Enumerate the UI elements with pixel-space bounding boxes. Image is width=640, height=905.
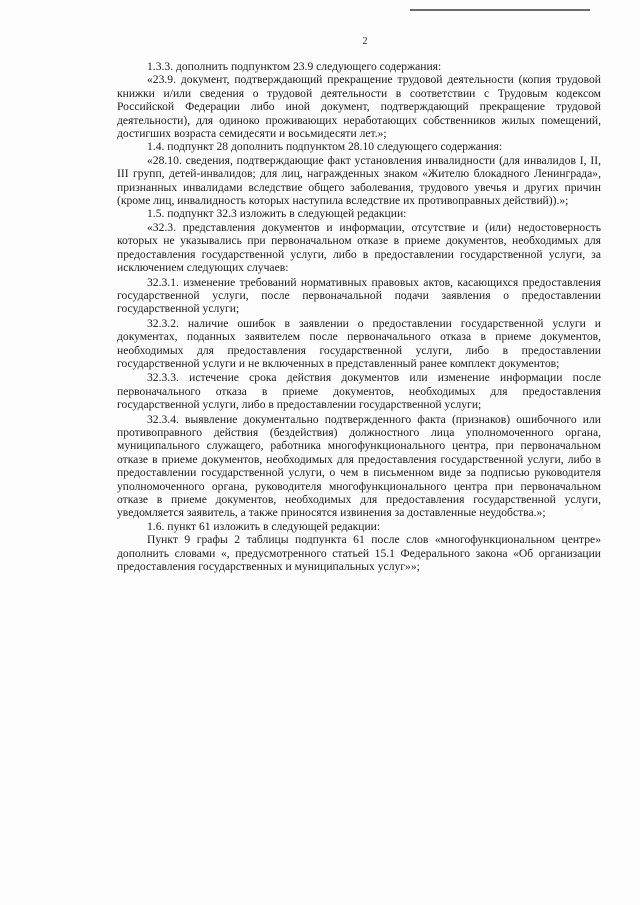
- paragraph-32-3: «32.3. представления документов и информации, отсутствие и (или) недостоверность которых не указывались при первоначальном отказе в приеме документов, необходимых для предоставления государственной услуги, либо в предоставлении государственной услуги, за исключением следующих случаев:: [117, 220, 601, 275]
- paragraph-1-3-3: 1.3.3. дополнить подпунктом 23.9 следующего содержания:: [147, 60, 442, 73]
- page-number: 2: [362, 36, 368, 47]
- paragraph-32-3-3: 32.3.3. истечение срока действия документов или изменение информации после первоначального отказа в приеме документов, необходимых для предоставления государственной услуги, либо в предоставлении государственной услуги;: [117, 371, 601, 412]
- scan-artifact-line: [410, 9, 590, 11]
- paragraph-32-3-2: 32.3.2. наличие ошибок в заявлении о предоставлении государственной услуги и документах, поданных заявителем после первоначального отказа в приеме документов, необходимых для предоставления государственной услуги, либо в предоставлении государственной услуги и не включенных в представленный ранее комплект документов;: [117, 316, 601, 370]
- paragraph-32-3-4: 32.3.4. выявление документально подтвержденного факта (признаков) ошибочного или противоправного действия (бездействия) должностного лица уполномоченного органа, муниципального служащего, работника многофункционального центра, при первоначальном отказе в приеме документов, необходимых для предоставления государственной услуги, либо в предоставлении государственной услуги, о чем в письменном виде за подписью руководителя уполномоченного органа, руководителя многофункционального центра при первоначальном отказе в приеме документов, необходимых для предоставления государственной услуги, уведомляется заявитель, а также приносятся извинения за доставленные неудобства.»;: [117, 412, 601, 520]
- paragraph-point-9: Пункт 9 графы 2 таблицы подпункта 61 после слов «многофункциональном центре» дополнить словами «, предусмотренного статьей 15.1 Федерального закона «Об организации предоставления государственных и муниципальных услуг»»;: [117, 533, 601, 574]
- paragraph-1-4: 1.4. подпункт 28 дополнить подпунктом 28.10 следующего содержания:: [147, 140, 503, 154]
- document-body: [117, 60, 601, 573]
- paragraph-28-10: «28.10. сведения, подтверждающие факт установления инвалидности (для инвалидов I, II, III групп, детей-инвалидов; для лиц, награжденных знаком «Жителю блокадного Ленинграда», признанных инвалидами вследствие общего заболевания, трудового увечья и других причин (кроме лиц, инвалидность которых наступила вследствие их противоправных действий)).»;: [117, 153, 601, 208]
- paragraph-1-5: 1.5. подпункт 32.3 изложить в следующей редакции:: [147, 207, 407, 221]
- paragraph-23-9: «23.9. документ, подтверждающий прекращение трудовой деятельности (копия трудовой книжки и/или сведения о трудовой деятельности в соответствии с Трудовым кодексом Российской Федерации либо иной документ, подтверждающий прекращение трудовой деятельности), для одиноко проживающих неработающих собственников жилых помещений, достигших возраста семидесяти и восьмидесяти лет.»;: [117, 73, 601, 141]
- paragraph-1-6: 1.6. пункт 61 изложить в следующей редакции:: [147, 519, 381, 533]
- paragraph-32-3-1: 32.3.1. изменение требований нормативных правовых актов, касающихся предоставления государственной услуги, после первоначальной подачи заявления о предоставлении государственной услуги;: [117, 275, 601, 316]
